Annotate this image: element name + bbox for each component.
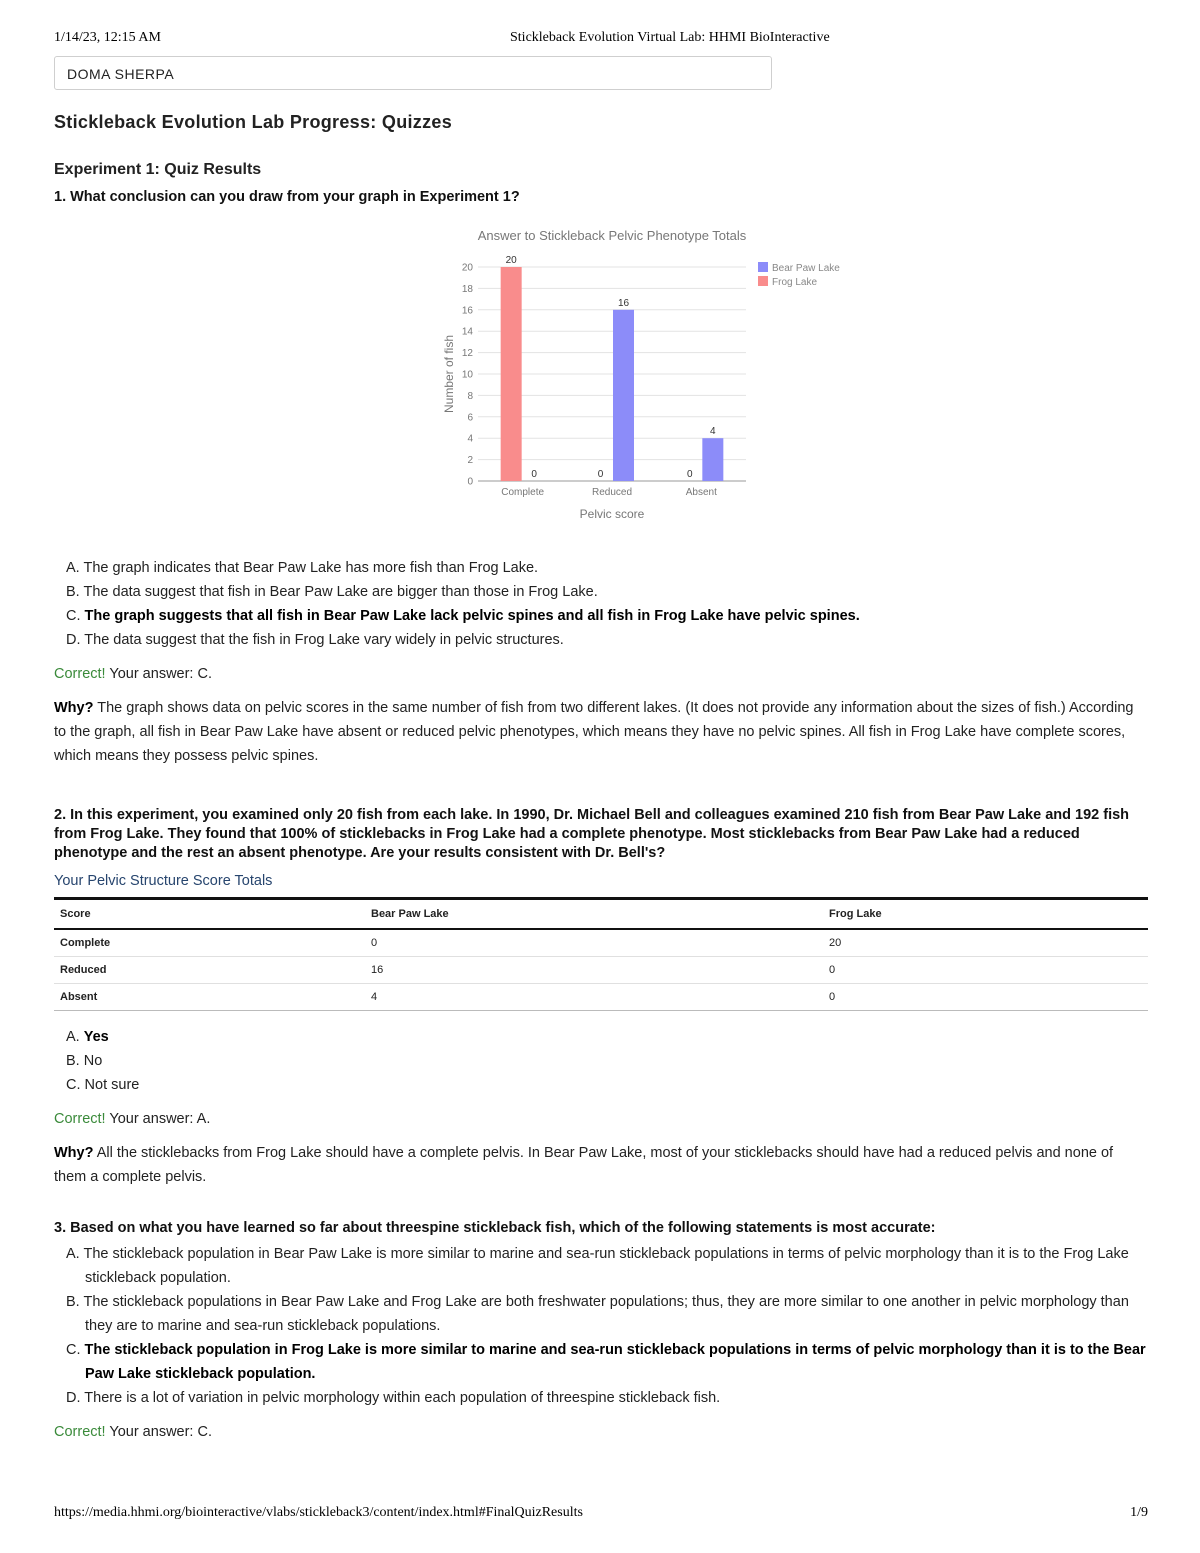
page-number: 1/9 (1130, 1505, 1148, 1520)
option-text: Yes (83, 1029, 109, 1045)
table-cell: 20 (823, 929, 1148, 957)
option-letter: C. (66, 608, 81, 624)
print-header (54, 30, 1148, 50)
y-tick-label: 16 (461, 305, 473, 317)
option-letter: A. (66, 1246, 80, 1262)
why-text: All the sticklebacks from Frog Lake should have a complete pelvis. In Bear Paw Lake, most of your sticklebacks should have had a reduced pelvis and none of them a complete pelvis. (54, 1145, 1114, 1185)
y-tick-label: 8 (467, 390, 473, 402)
experiment-title: Experiment 1: Quiz Results (54, 161, 262, 178)
option-letter: D. (66, 1390, 81, 1406)
y-tick-label: 14 (461, 326, 473, 338)
data-label: 0 (531, 469, 537, 480)
col-header-bear-paw: Bear Paw Lake (371, 908, 449, 920)
table-cell: 0 (823, 984, 1148, 1011)
legend-label: Bear Paw Lake (772, 263, 840, 274)
q2-option-c (66, 1073, 1148, 1097)
table-cell: Complete (54, 929, 365, 957)
table-cell: 0 (823, 957, 1148, 984)
correct-label: Correct! (54, 1111, 106, 1127)
pelvic-phenotype-chart (382, 221, 852, 526)
why-label: Why? (54, 1145, 94, 1161)
q2-explanation (54, 1141, 1148, 1189)
option-text: The data suggest that the fish in Frog Lake vary widely in pelvic structures. (84, 632, 564, 648)
bar-frog-lake (501, 267, 522, 481)
col-header-frog: Frog Lake (829, 908, 882, 920)
y-tick-label: 2 (467, 455, 473, 467)
your-answer: Your answer: C. (109, 666, 212, 682)
q3-feedback (54, 1424, 1148, 1440)
q1-option-b (66, 580, 1148, 604)
your-answer: Your answer: C. (109, 1424, 212, 1440)
option-letter: D. (66, 632, 81, 648)
table-cell: 0 (365, 929, 823, 957)
y-tick-label: 18 (461, 283, 473, 295)
why-label: Why? (54, 700, 94, 716)
q2-option-b (66, 1049, 1148, 1073)
option-letter: A. (66, 560, 80, 576)
option-text: The stickleback populations in Bear Paw Lake and Frog Lake are both freshwater populations; thus, they are more similar to one another in pelvic morphology than they are to marine and sea-run stickleback populations. (83, 1294, 1129, 1334)
x-axis-label: Pelvic score (579, 507, 645, 521)
question-2-options (54, 1025, 1148, 1097)
q1-option-c (66, 604, 1148, 628)
data-label: 0 (687, 469, 693, 480)
option-text: The stickleback population in Bear Paw Lake is more similar to marine and sea-run stickleback populations in terms of pelvic morphology than it is to the Frog Lake stickleback population. (83, 1246, 1129, 1286)
q1-feedback (54, 666, 1148, 682)
question-3-options (54, 1242, 1148, 1410)
y-tick-label: 4 (467, 433, 473, 445)
table-row (54, 957, 1148, 984)
question-1: 1. What conclusion can you draw from your graph in Experiment 1? (54, 189, 520, 205)
student-name-field: DOMA SHERPA (54, 56, 772, 90)
data-label: 0 (597, 469, 604, 480)
option-text: Not sure (84, 1077, 140, 1093)
q1-option-a (66, 556, 1148, 580)
legend-swatch (758, 262, 768, 272)
y-tick-label: 0 (467, 476, 473, 488)
option-letter: B. (66, 1294, 80, 1310)
option-letter: C. (66, 1342, 81, 1358)
option-text: The graph suggests that all fish in Bear Paw Lake lack pelvic spines and all fish in Frog Lake have pelvic spines. (84, 608, 860, 624)
print-datetime: 1/14/23, 12:15 AM (54, 30, 161, 45)
option-letter: A. (66, 1029, 80, 1045)
q1-option-d (66, 628, 1148, 652)
your-answer: Your answer: A. (109, 1111, 211, 1127)
table-cell: Reduced (54, 957, 365, 984)
q2-feedback (54, 1111, 1148, 1127)
y-tick-label: 10 (461, 369, 473, 381)
print-footer (54, 1505, 1148, 1525)
option-letter: B. (66, 1053, 80, 1069)
question-1-options (54, 556, 1148, 652)
option-text: The stickleback population in Frog Lake is more similar to marine and sea-run stickleback populations in terms of pelvic morphology than it is to the Bear Paw Lake stickleback population. (84, 1342, 1146, 1382)
q2-option-a (66, 1025, 1148, 1049)
quiz-content (54, 112, 1148, 1440)
table-row (54, 984, 1148, 1011)
correct-label: Correct! (54, 666, 106, 682)
col-header-score: Score (60, 908, 91, 920)
print-url: https://media.hhmi.org/biointeractive/vlabs/stickleback3/content/index.html#FinalQuizResults (54, 1505, 583, 1520)
bar-bear-paw-lake (613, 310, 634, 481)
chart-container (54, 221, 1148, 556)
y-tick-label: 20 (461, 262, 473, 274)
option-text: The graph indicates that Bear Paw Lake has more fish than Frog Lake. (83, 560, 539, 576)
legend-label: Frog Lake (772, 277, 818, 288)
q3-option-b (66, 1290, 1148, 1338)
score-totals-table (54, 897, 1148, 1011)
page-title: Stickleback Evolution Lab Progress: Quizzes (54, 112, 453, 132)
table-cell: 16 (365, 957, 823, 984)
q3-option-a (66, 1242, 1148, 1290)
option-letter: B. (66, 584, 80, 600)
data-label: 20 (505, 255, 517, 266)
x-tick-label: Complete (501, 487, 545, 498)
data-label: 4 (710, 426, 716, 438)
option-letter: C. (66, 1077, 81, 1093)
option-text: The data suggest that fish in Bear Paw Lake are bigger than those in Frog Lake. (83, 584, 598, 600)
data-label: 16 (617, 297, 630, 309)
q3-option-d (66, 1386, 1148, 1410)
table-cell: Absent (54, 984, 365, 1011)
table-cell: 4 (365, 984, 823, 1011)
y-tick-label: 6 (467, 412, 473, 424)
correct-label: Correct! (54, 1424, 106, 1440)
x-tick-label: Reduced (591, 487, 633, 498)
x-tick-label: Absent (685, 487, 717, 498)
table-row (54, 929, 1148, 957)
legend-swatch (758, 276, 768, 286)
chart-title: Answer to Stickleback Pelvic Phenotype Totals (477, 228, 747, 243)
why-text: The graph shows data on pelvic scores in the same number of fish from two different lakes. (It does not provide any information about the sizes of fish.) According to the graph, all fish in Bear Paw Lake have absent or reduced pelvic phenotypes, which means they have no pelvic spines. All fish in Frog Lake have complete scores, which means they possess pelvic spines. (54, 700, 1134, 764)
q3-option-c (66, 1338, 1148, 1386)
question-3: 3. Based on what you have learned so far about threespine stickleback fish, which of the following statements is most accurate: (54, 1220, 936, 1236)
question-2: 2. In this experiment, you examined only 20 fish from each lake. In 1990, Dr. Michael Bell and colleagues examined 210 fish from Bear Paw Lake and 192 fish from Frog Lake. They found that 100% of sticklebacks in Frog Lake had a complete phenotype. Most sticklebacks from Bear Paw Lake had a reduced phenotype and the rest an absent phenotype. Are your results consistent with Dr. Bell's? (54, 807, 1130, 861)
y-tick-label: 12 (461, 348, 473, 360)
print-page-title: Stickleback Evolution Virtual Lab: HHMI BioInteractive (510, 30, 830, 45)
y-axis-label: Number of fish (442, 334, 456, 414)
option-text: No (83, 1053, 103, 1069)
option-text: There is a lot of variation in pelvic morphology within each population of threespine stickleback fish. (84, 1390, 721, 1406)
q1-explanation (54, 696, 1148, 768)
bar-bear-paw-lake (702, 438, 723, 481)
table-caption: Your Pelvic Structure Score Totals (54, 873, 273, 889)
table-header-row (54, 899, 1148, 930)
